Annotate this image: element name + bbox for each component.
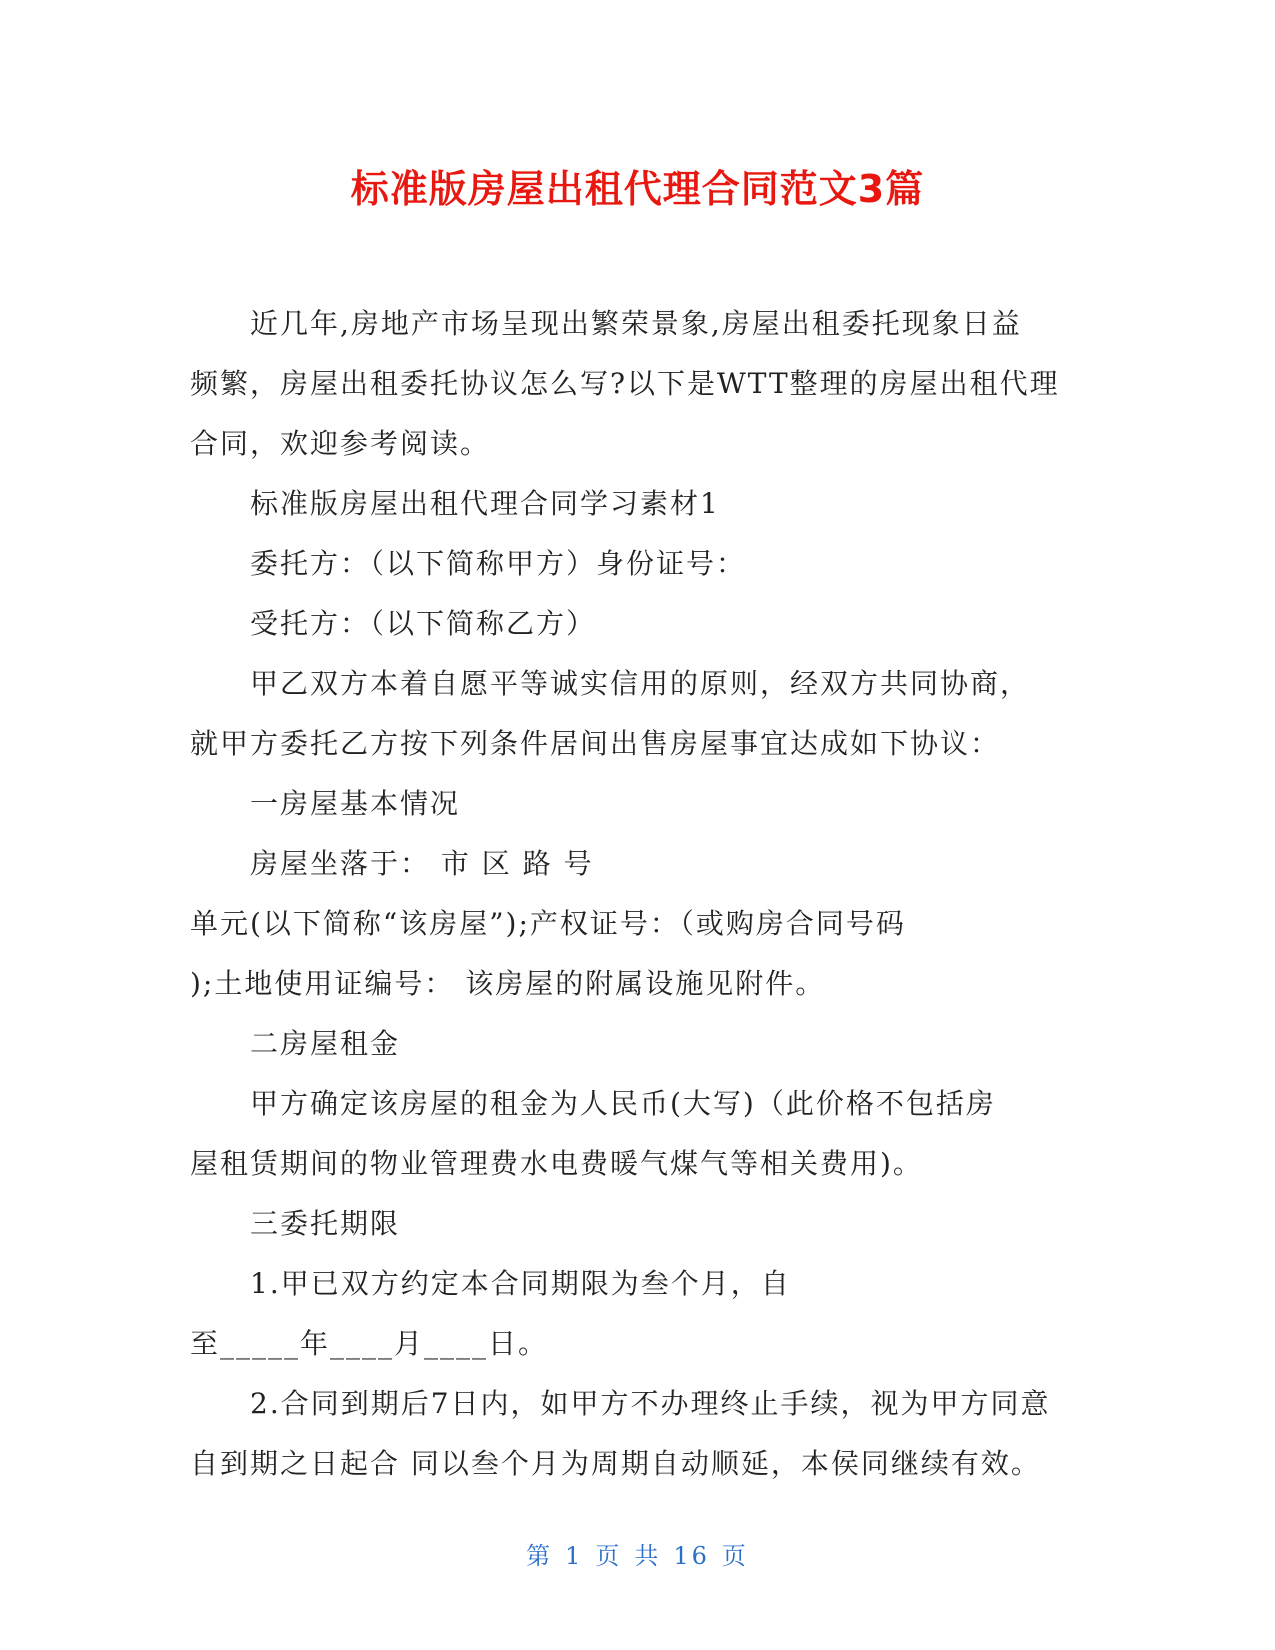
text-line: 一房屋基本情况: [250, 787, 461, 820]
paragraph-rent: [190, 1074, 1090, 1194]
text-line: 1.甲已双方约定本合同期限为叁个月，自: [250, 1267, 791, 1300]
text-line: 甲乙双方本着自愿平等诚实信用的原则，经双方共同协商，: [250, 667, 1031, 700]
text-line: 近几年,房地产市场呈现出繁荣景象,房屋出租委托现象日益: [250, 307, 1022, 340]
paragraph-term-2: [190, 1374, 1090, 1494]
text-line: 至_____年____月____日。: [190, 1327, 549, 1360]
text-line: 三委托期限: [250, 1207, 401, 1240]
text-line: 房屋坐落于： 市 区 路 号: [250, 847, 594, 880]
section-heading-2: [190, 1014, 1090, 1074]
text-line: 委托方：（以下简称甲方）身份证号：: [250, 547, 747, 580]
paragraph-intro: [190, 294, 1090, 474]
paragraph-location: [190, 834, 1090, 1014]
document-title: 标准版房屋出租代理合同范文3篇: [350, 167, 925, 211]
total-unit: 页: [721, 1542, 749, 1570]
page-footer: [0, 1536, 1275, 1571]
text-line: 二房屋租金: [250, 1027, 401, 1060]
section-heading-1: [190, 774, 1090, 834]
paragraph-term-1: [190, 1254, 1090, 1374]
text-line: );土地使用证编号： 该房屋的附属设施见附件。: [190, 967, 826, 1000]
page-number: 1: [565, 1542, 584, 1570]
text-line: 受托方：（以下简称乙方）: [250, 607, 597, 640]
text-line: 甲方确定该房屋的租金为人民币(大写)（此价格不包括房: [250, 1087, 996, 1120]
paragraph-heading-sample: [190, 474, 1090, 534]
paragraph-agent: [190, 594, 1090, 654]
text-line: 自到期之日起合 同以叁个月为周期自动顺延，本侯同继续有效。: [190, 1447, 1041, 1480]
page-unit: 页: [595, 1542, 623, 1570]
text-line: 标准版房屋出租代理合同学习素材1: [250, 487, 720, 520]
text-line: 就甲方委托乙方按下列条件居间出售房屋事宜达成如下协议：: [190, 727, 1001, 760]
text-line: 合同，欢迎参考阅读。: [190, 427, 491, 460]
total-pages: 16: [673, 1542, 710, 1570]
text-line: 频繁，房屋出租委托协议怎么写?以下是WTT整理的房屋出租代理: [190, 367, 1060, 400]
total-label: 共: [634, 1542, 662, 1570]
text-line: 单元(以下简称“该房屋”);产权证号：（或购房合同号码: [190, 907, 906, 940]
section-heading-3: [190, 1194, 1090, 1254]
text-line: 2.合同到期后7日内，如甲方不办理终止手续，视为甲方同意: [250, 1387, 1051, 1420]
paragraph-principal: [190, 534, 1090, 594]
text-line: 屋租赁期间的物业管理费水电费暖气煤气等相关费用)。: [190, 1147, 923, 1180]
document-body: [190, 294, 1090, 1494]
page-label: 第: [526, 1542, 554, 1570]
paragraph-agreement: [190, 654, 1090, 774]
